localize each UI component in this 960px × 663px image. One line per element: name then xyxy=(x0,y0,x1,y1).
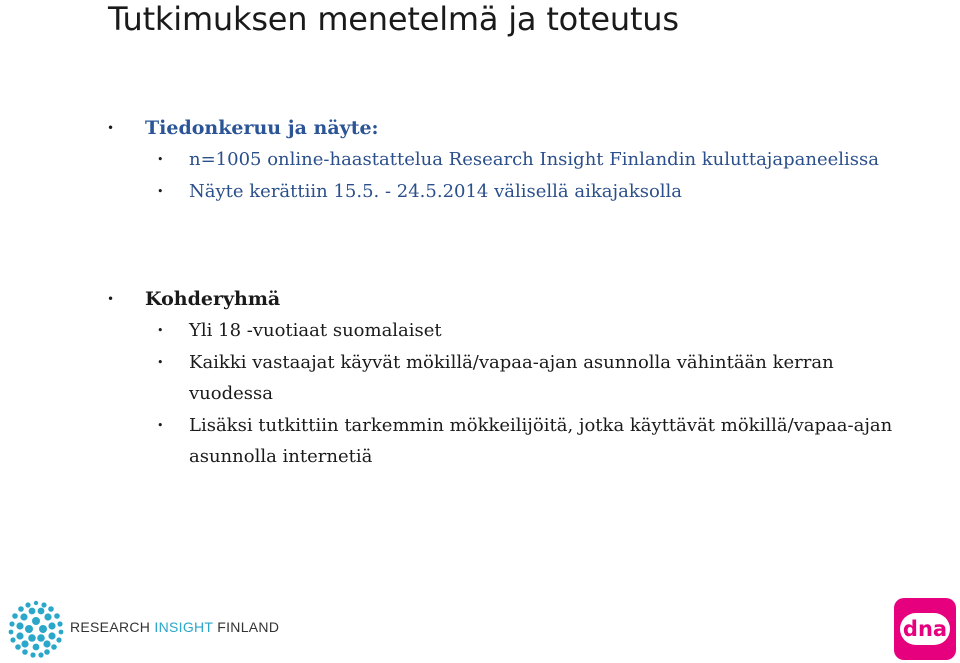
list-item xyxy=(0,315,909,347)
bullet-icon: • xyxy=(157,355,164,369)
list-item xyxy=(0,347,909,410)
bullet-icon: • xyxy=(157,324,164,337)
list-item-text: Lisäksi tutkittiin tarkemmin mökkeilijöitä, jotka käyttävät mökillä/vapaa-ajan asunnolla internetiä xyxy=(189,414,893,467)
list-item-text: Kaikki vastaajat käyvät mökillä/vapaa-ajan asunnolla vähintään kerran vuodessa xyxy=(189,351,834,404)
logo-wordmark xyxy=(70,619,279,635)
section-target-group xyxy=(0,285,960,473)
bullet-icon: • xyxy=(157,153,164,166)
sub-list xyxy=(0,144,960,208)
dna-logo-text: dna xyxy=(902,617,948,641)
heading-text: Kohderyhmä xyxy=(145,288,281,310)
list-item-text: Näyte kerättiin 15.5. - 24.5.2014 välisellä aikajaksolla xyxy=(189,181,683,202)
list-item xyxy=(0,144,889,176)
list-item-text: Yli 18 -vuotiaat suomalaiset xyxy=(189,320,442,341)
list-item xyxy=(0,410,909,473)
dna-logo-icon xyxy=(894,598,956,660)
heading-text: Tiedonkeruu ja näyte: xyxy=(145,117,379,139)
dot-sphere-icon xyxy=(4,597,68,661)
section-heading xyxy=(0,114,960,144)
section-data-collection xyxy=(0,114,960,208)
bullet-icon: • xyxy=(107,292,115,306)
bullet-icon: • xyxy=(157,418,164,432)
list-item xyxy=(0,176,889,208)
logo-word: FINLAND xyxy=(217,619,280,635)
section-heading xyxy=(0,285,960,315)
logo-word: RESEARCH xyxy=(70,619,151,635)
list-item-text: n=1005 online-haastattelua Research Insight Finlandin kuluttajapaneelissa xyxy=(189,149,879,170)
bullet-icon: • xyxy=(157,185,164,198)
bullet-icon: • xyxy=(107,121,115,135)
slide-title: Tutkimuksen menetelmä ja toteutus xyxy=(108,0,679,38)
sub-list xyxy=(0,315,960,473)
research-insight-finland-logo xyxy=(0,595,300,663)
logo-word: INSIGHT xyxy=(154,619,214,635)
